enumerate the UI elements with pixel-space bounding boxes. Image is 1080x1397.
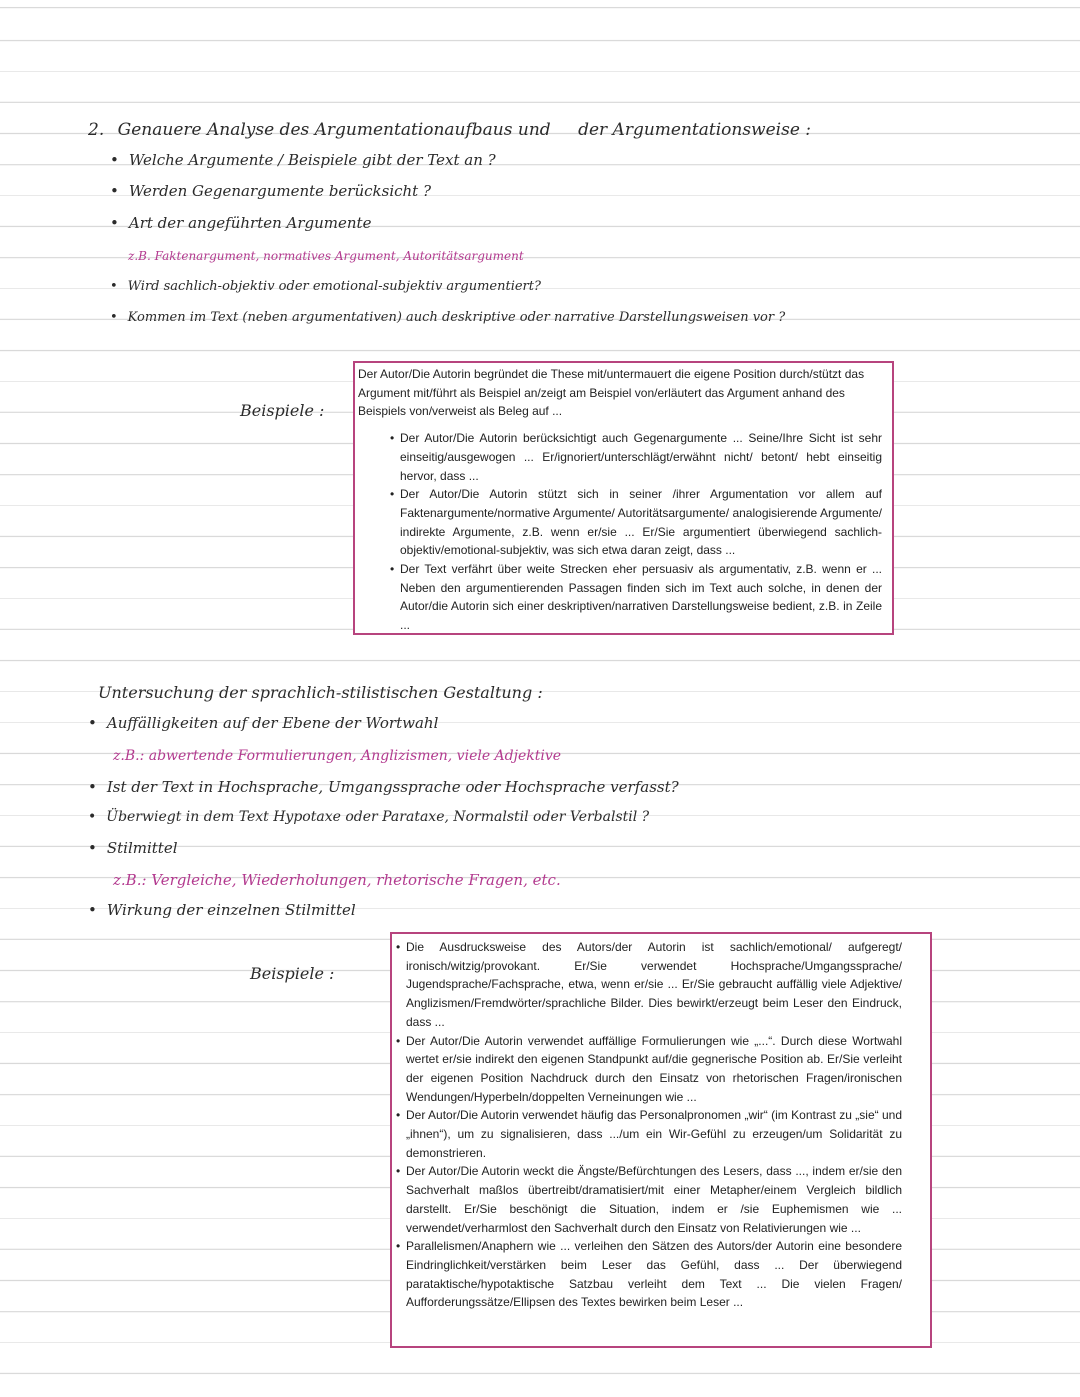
example-phrases-box-arguments	[353, 361, 894, 635]
question-text: Auffälligkeiten auf der Ebene der Wortwahl	[106, 714, 439, 732]
word-choice-example: z.B.: abwertende Formulierungen, Anglizismen, viele Adjektive	[113, 748, 562, 764]
section-3-heading: Untersuchung der sprachlich-stilistischen Gestaltung :	[98, 683, 543, 702]
heading-part2: der Argumentationsweise :	[578, 120, 812, 140]
list-item: • Der Autor/Die Autorin berücksichtigt auch Gegenargumente ... Seine/Ihre Sicht ist sehr einseitig/ausgewogen ... Er/ignoriert/unterschlägt/erwähnt nicht/ betont/ hebt einseitig hervor, dass ...	[390, 429, 882, 485]
question-stylistic-devices	[88, 841, 178, 856]
bullet-icon: •	[88, 901, 97, 919]
bullet-icon: •	[110, 310, 118, 325]
question-text: Werden Gegenargumente berücksicht ?	[128, 182, 432, 200]
question-arguments	[110, 153, 496, 168]
list-item: • Der Autor/Die Autorin weckt die Ängste/Befürchtungen des Lesers, dass ..., indem er/sie den Sachverhalt maßlos übertreibt/dramatisiert/mit einer Metapher/einem Vergleich bildlich darstellt. Er/Sie beschönigt die Situation, indem er /sie Euphemismen wie ... verwendet/verharmlost den Sachverhalt durch den Einsatz von Relativierungen wie ...	[396, 1162, 902, 1237]
box-intro-text: Der Autor/Die Autorin begründet die These mit/untermauert die eigene Position durch/stützt das Argument mit/führt als Beispiel an/zeigt am Beispiel von/erläutert das Argument anhand des Beispiels von/verweist als Beleg auf ...	[358, 367, 865, 419]
example-phrases-box-style	[390, 932, 932, 1348]
question-argument-types	[110, 216, 371, 231]
list-item: • Der Autor/Die Autorin verwendet auffällige Formulierungen wie „...“. Durch diese Wortwahl wertet er/sie indirekt den eigenen Standpunkt auf/die gegnerische Position ab. Er/Sie verleiht der eigenen Position Nachdruck durch den Einsatz von rhetorischen Fragen/ironischen Wendungen/Hyperbeln/doppelten Verneinungen wie ...	[396, 1032, 902, 1107]
argument-types-example: z.B. Faktenargument, normatives Argument, Autoritätsargument	[128, 249, 524, 263]
bullet-icon: •	[110, 214, 119, 232]
bullet-icon: •	[88, 714, 97, 732]
bullet-icon: •	[110, 279, 118, 294]
box-list	[358, 429, 882, 635]
question-text: Art der angeführten Argumente	[128, 214, 372, 232]
question-language-level	[88, 780, 679, 795]
section-2-heading	[88, 122, 811, 139]
stylistic-devices-example: z.B.: Vergleiche, Wiederholungen, rhetorische Fragen, etc.	[113, 871, 561, 889]
question-text: Wird sachlich-objektiv oder emotional-subjektiv argumentiert?	[127, 279, 541, 294]
question-word-choice	[88, 716, 438, 731]
list-item: • Parallelismen/Anaphern wie ... verleihen den Sätzen des Autors/der Autorin eine besondere Eindringlichkeit/verstärken beim Leser das Gefühl, dass ... Der überwiegend parataktische/hypotaktische Satzbau verleiht dem Text ... Die vielen Fragen/ Aufforderungssätze/Ellipsen des Textes bewirken beim Leser ...	[396, 1237, 902, 1312]
heading-part1: Genauere Analyse des Argumentationaufbaus und	[117, 120, 551, 140]
bullet-icon: •	[110, 182, 119, 200]
examples-label: Beispiele :	[240, 401, 325, 420]
question-text: Ist der Text in Hochsprache, Umgangssprache oder Hochsprache verfasst?	[106, 778, 679, 796]
bullet-icon: •	[88, 778, 97, 796]
bullet-icon: •	[88, 839, 97, 857]
list-item: • Der Text verfährt über weite Strecken eher persuasiv als argumentativ, z.B. wenn er ... Neben den argumentierenden Passagen finden sich im Text auch solche, in denen der Autor/die Autorin sich einer deskriptiven/narrativen Darstellungsweise bedient, z.B. in Zeile ...	[390, 560, 882, 635]
question-effect	[88, 903, 356, 918]
question-sentence-structure	[88, 810, 649, 824]
box-list	[396, 938, 902, 1312]
question-text: Wirkung der einzelnen Stilmittel	[106, 901, 356, 919]
list-item: • Der Autor/Die Autorin stützt sich in seiner /ihrer Argumentation vor allem auf Faktenargumente/normative Argumente/ Autoritätsargumente/ analogisierende Argumente/ indirekte Argumente, z.B. wenn er/sie ... Er/Sie argumentiert überwiegend sachlich-objektiv/emotional-subjektiv, was sich etwa daran zeigt, dass ...	[390, 485, 882, 560]
examples-label: Beispiele :	[250, 964, 335, 983]
question-text: Kommen im Text (neben argumentativen) auch deskriptive oder narrative Darstellungsweisen vor ?	[127, 310, 786, 325]
question-presentation-modes	[110, 311, 785, 324]
list-item: • Die Ausdrucksweise des Autors/der Autorin ist sachlich/emotional/ aufgeregt/ ironisch/witzig/provokant. Er/Sie verwendet Hochsprache/Umgangssprache/ Jugendsprache/Fachsprache, etwa, wenn er/sie ... Er/Sie gebraucht auffällig viele Adjektive/ Anglizismen/Fremdwörter/sprachliche Bilder. Dies bewirkt/erzeugt beim Leser den Eindruck, dass ...	[396, 938, 902, 1032]
bullet-icon: •	[110, 151, 119, 169]
heading-number: 2.	[88, 120, 105, 140]
question-text: Stilmittel	[106, 839, 178, 857]
bullet-icon: •	[88, 809, 97, 825]
question-counterarguments	[110, 184, 431, 199]
question-text: Überwiegt in dem Text Hypotaxe oder Parataxe, Normalstil oder Verbalstil ?	[106, 809, 650, 825]
question-text: Welche Argumente / Beispiele gibt der Text an ?	[128, 151, 496, 169]
list-item: • Der Autor/Die Autorin verwendet häufig das Personalpronomen „wir“ (im Kontrast zu „sie“ und „ihnen“), um zu signalisieren, dass .../um ein Wir-Gefühl zu erzeugen/um Solidarität zu demonstrieren.	[396, 1106, 902, 1162]
question-objectivity	[110, 280, 541, 293]
